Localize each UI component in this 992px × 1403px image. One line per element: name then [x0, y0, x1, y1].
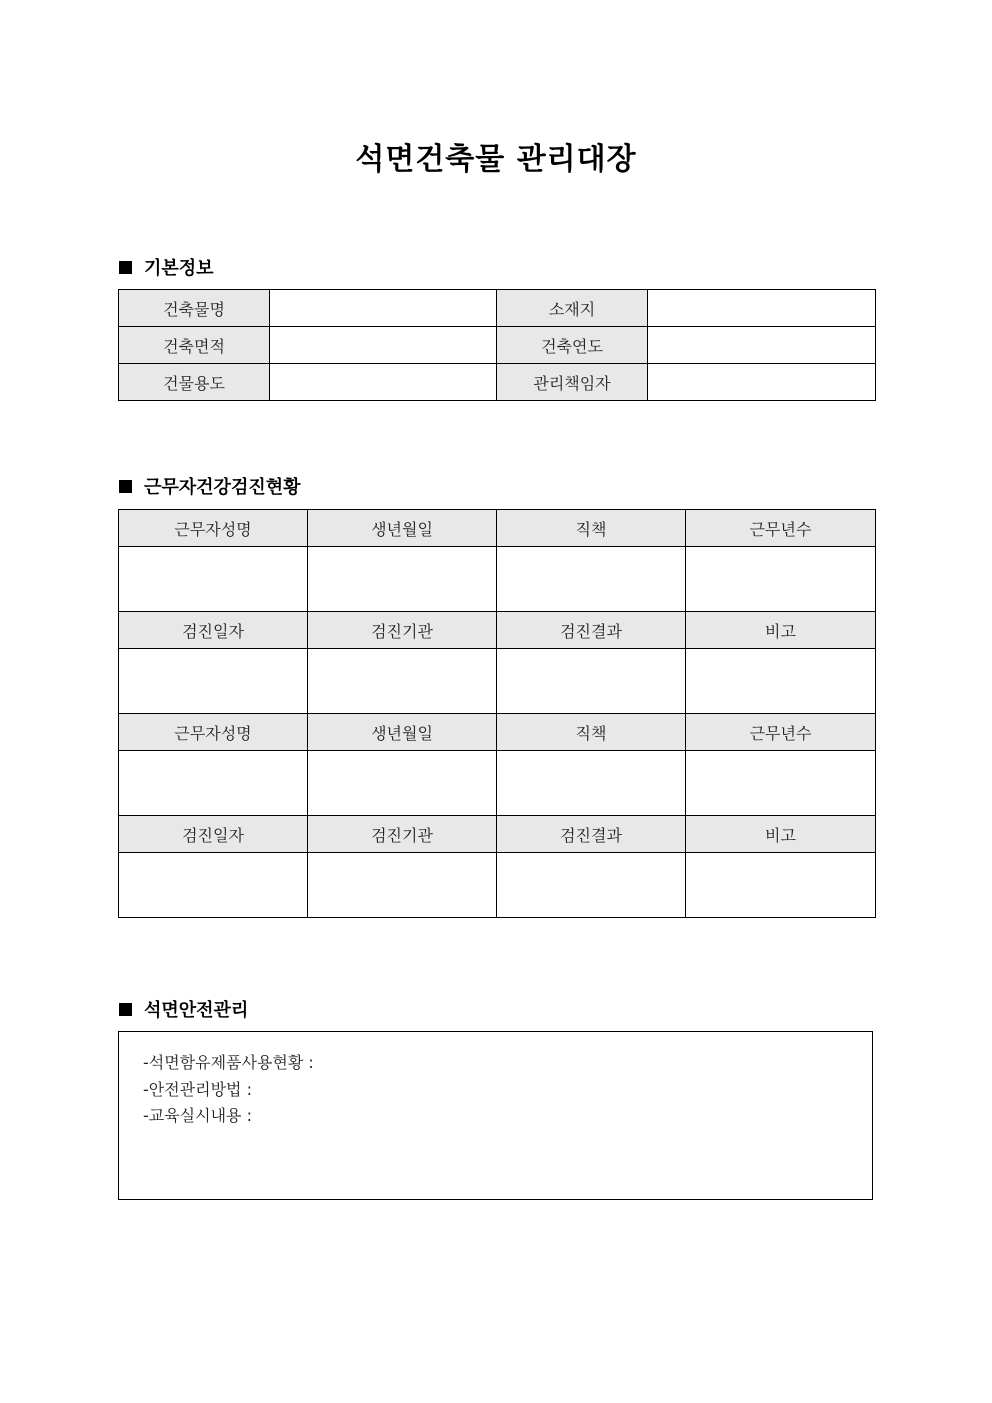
header-row: [119, 612, 876, 649]
table-row: [119, 364, 876, 401]
field-build-year[interactable]: [648, 327, 876, 364]
safety-line-asbestos-products: -석면함유제품사용현황 :: [143, 1053, 314, 1072]
label-build-year: 건축연도: [497, 327, 648, 364]
field-position[interactable]: [497, 751, 686, 816]
table-row: [119, 327, 876, 364]
header-birth-date: 생년월일: [308, 714, 497, 751]
header-position: 직책: [497, 510, 686, 547]
section-heading-safety: [119, 996, 248, 1022]
section-heading-label: 석면안전관리: [144, 1000, 249, 1021]
safety-line-education: -교육실시내용 :: [143, 1106, 252, 1125]
field-exam-institution[interactable]: [308, 853, 497, 918]
table-row: [119, 853, 876, 918]
field-building-name[interactable]: [270, 290, 497, 327]
field-position[interactable]: [497, 547, 686, 612]
field-years-worked[interactable]: [686, 547, 876, 612]
section-heading-label: 기본정보: [144, 258, 214, 279]
field-exam-result[interactable]: [497, 649, 686, 714]
header-years-worked: 근무년수: [686, 510, 876, 547]
table-row: [119, 751, 876, 816]
table-row: [119, 290, 876, 327]
header-position: 직책: [497, 714, 686, 751]
header-remarks: 비고: [686, 816, 876, 853]
field-birth-date[interactable]: [308, 751, 497, 816]
header-years-worked: 근무년수: [686, 714, 876, 751]
section-heading-basic: [119, 254, 214, 280]
header-worker-name: 근무자성명: [119, 714, 308, 751]
field-exam-date[interactable]: [119, 853, 308, 918]
field-remarks[interactable]: [686, 853, 876, 918]
header-row: [119, 816, 876, 853]
field-exam-result[interactable]: [497, 853, 686, 918]
section-heading-health: [119, 473, 301, 499]
label-manager: 관리책임자: [497, 364, 648, 401]
header-exam-institution: 검진기관: [308, 612, 497, 649]
field-manager[interactable]: [648, 364, 876, 401]
field-years-worked[interactable]: [686, 751, 876, 816]
page-title: 석면건축물 관리대장: [355, 142, 637, 177]
field-exam-institution[interactable]: [308, 649, 497, 714]
header-birth-date: 생년월일: [308, 510, 497, 547]
header-row: [119, 510, 876, 547]
header-exam-result: 검진결과: [497, 612, 686, 649]
square-bullet-icon: [119, 1003, 132, 1016]
label-location: 소재지: [497, 290, 648, 327]
field-remarks[interactable]: [686, 649, 876, 714]
table-row: [119, 547, 876, 612]
table-row: [119, 649, 876, 714]
square-bullet-icon: [119, 261, 132, 274]
health-check-table: [118, 509, 876, 918]
header-exam-institution: 검진기관: [308, 816, 497, 853]
safety-management-box[interactable]: [118, 1031, 873, 1200]
field-worker-name[interactable]: [119, 547, 308, 612]
field-birth-date[interactable]: [308, 547, 497, 612]
basic-info-table: [118, 289, 876, 401]
section-heading-label: 근무자건강검진현황: [144, 477, 301, 498]
field-building-use[interactable]: [270, 364, 497, 401]
header-exam-date: 검진일자: [119, 816, 308, 853]
label-building-use: 건물용도: [119, 364, 270, 401]
field-worker-name[interactable]: [119, 751, 308, 816]
safety-line-management-method: -안전관리방법 :: [143, 1079, 252, 1099]
field-location[interactable]: [648, 290, 876, 327]
header-remarks: 비고: [686, 612, 876, 649]
label-building-area: 건축면적: [119, 327, 270, 364]
square-bullet-icon: [119, 480, 132, 493]
header-row: [119, 714, 876, 751]
header-worker-name: 근무자성명: [119, 510, 308, 547]
header-exam-date: 검진일자: [119, 612, 308, 649]
field-exam-date[interactable]: [119, 649, 308, 714]
header-exam-result: 검진결과: [497, 816, 686, 853]
label-building-name: 건축물명: [119, 290, 270, 327]
field-building-area[interactable]: [270, 327, 497, 364]
